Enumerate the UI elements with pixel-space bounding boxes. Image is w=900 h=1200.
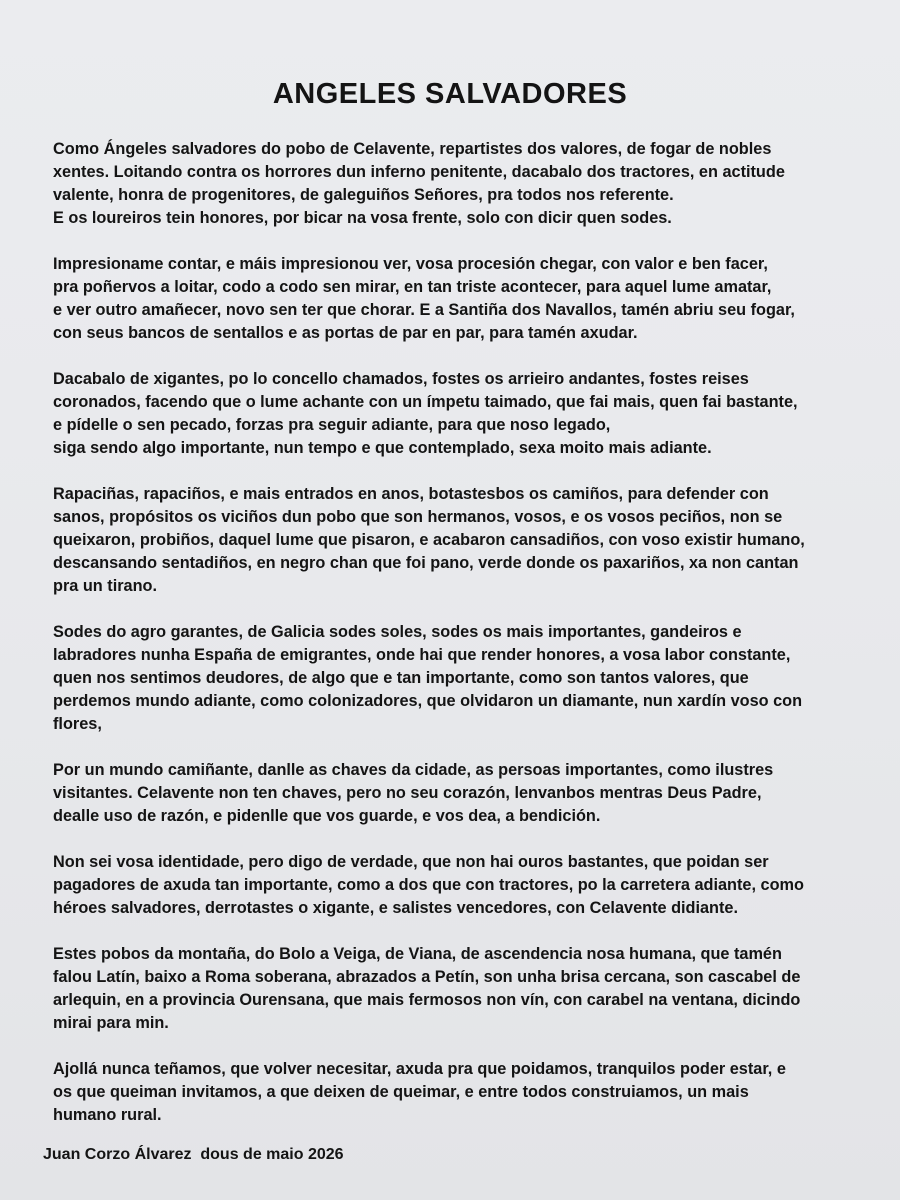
poem-line: pra poñervos a loitar, codo a codo sen mirar, en tan triste acontecer, para aquel lume amatar, [53,278,772,296]
poem-line: flores, [53,715,102,733]
poem-line: Por un mundo camiñante, danlle as chaves da cidade, as persoas importantes, como ilustres [53,761,774,779]
poem-body [53,138,853,1150]
poem-line: valente, honra de progenitores, de galeguiños Señores, pra todos nos referente. [53,186,674,204]
poem-stanza-1 [53,138,853,230]
poem-stanza-2 [53,253,853,345]
poem-line: e ver outro amañecer, novo sen ter que chorar. E a Santiña dos Navallos, tamén abriu seu fogar, [53,301,795,319]
poem-line: e pídelle o sen pecado, forzas pra seguir adiante, para que noso legado, [53,416,611,434]
poem-line: descansando sentadiños, en negro chan que foi pano, verde donde os paxariños, xa non cantan [53,554,799,572]
poem-line: héroes salvadores, derrotastes o xigante, e salistes vencedores, con Celavente didiante. [53,899,739,917]
poem-line: siga sendo algo importante, nun tempo e que contemplado, sexa moito mais adiante. [53,439,712,457]
poem-line: labradores nunha España de emigrantes, onde hai que render honores, a vosa labor constante, [53,646,791,664]
poem-stanza-5 [53,621,853,736]
poem-line: mirai para min. [53,1014,169,1032]
poem-line: Ajollá nunca teñamos, que volver necesitar, axuda pra que poidamos, tranquilos poder estar, e [53,1060,786,1078]
poem-line: arlequin, en a provincia Ourensana, que mais fermosos non vín, con carabel na ventana, dicindo [53,991,801,1009]
poem-line: Rapaciñas, rapaciños, e mais entrados en anos, botastesbos os camiños, para defender con [53,485,769,503]
poem-line: sanos, propósitos os viciños dun pobo que son hermanos, vosos, e os vosos peciños, non se [53,508,783,526]
poem-stanza-4 [53,483,853,598]
poem-line: pra un tirano. [53,577,158,595]
poem-line: coronados, facendo que o lume achante con un ímpetu taimado, que fai mais, quen fai bastante, [53,393,798,411]
poem-line: dealle uso de razón, e pidenlle que vos guarde, e vos dea, a bendición. [53,807,601,825]
poem-stanza-7 [53,851,853,920]
poem-line: humano rural. [53,1106,162,1124]
poem-line: queixaron, probiños, daquel lume que pisaron, e acabaron cansadiños, con voso existir humano, [53,531,805,549]
poem-line: visitantes. Celavente non ten chaves, pero no seu corazón, lenvanbos mentras Deus Padre, [53,784,762,802]
poem-stanza-8 [53,943,853,1035]
poem-line: Estes pobos da montaña, do Bolo a Veiga, de Viana, de ascendencia nosa humana, que tamén [53,945,782,963]
poem-line: perdemos mundo adiante, como colonizadores, que olvidaron un diamante, nun xardín voso con [53,692,803,710]
poem-line: E os loureiros tein honores, por bicar na vosa frente, solo con dicir quen sodes. [53,209,672,227]
poem-line: xentes. Loitando contra os horrores dun inferno penitente, dacabalo dos tractores, en actitude [53,163,785,181]
poem-line: falou Latín, baixo a Roma soberana, abrazados a Petín, son unha brisa cercana, son cascabel de [53,968,801,986]
poem-line: Non sei vosa identidade, pero digo de verdade, que non hai ouros bastantes, que poidan ser [53,853,769,871]
poem-line: pagadores de axuda tan importante, como a dos que con tractores, po la carretera adiante, como [53,876,804,894]
poem-title: ANGELES SALVADORES [272,78,628,110]
poem-stanza-9 [53,1058,853,1127]
poem-line: con seus bancos de sentallos e as portas de par en par, para tamén axudar. [53,324,638,342]
poem-line: Sodes do agro garantes, de Galicia sodes soles, sodes os mais importantes, gandeiros e [53,623,742,641]
poem-line: Como Ángeles salvadores do pobo de Celavente, repartistes dos valores, de fogar de nobles [53,140,772,158]
poem-line: Impresioname contar, e máis impresionou ver, vosa procesión chegar, con valor e ben facer, [53,255,768,273]
poem-line: Dacabalo de xigantes, po lo concello chamados, fostes os arrieiro andantes, fostes reises [53,370,749,388]
poem-stanza-6 [53,759,853,828]
poem-line: quen nos sentimos deudores, de algo que e tan importante, como son tantos valores, que [53,669,749,687]
poem-line: os que queiman invitamos, a que deixen de queimar, e entre todos construiamos, un mais [53,1083,749,1101]
poem-stanza-3 [53,368,853,460]
author-signature: Juan Corzo Álvarez dous de maio 2026 [43,1146,344,1163]
